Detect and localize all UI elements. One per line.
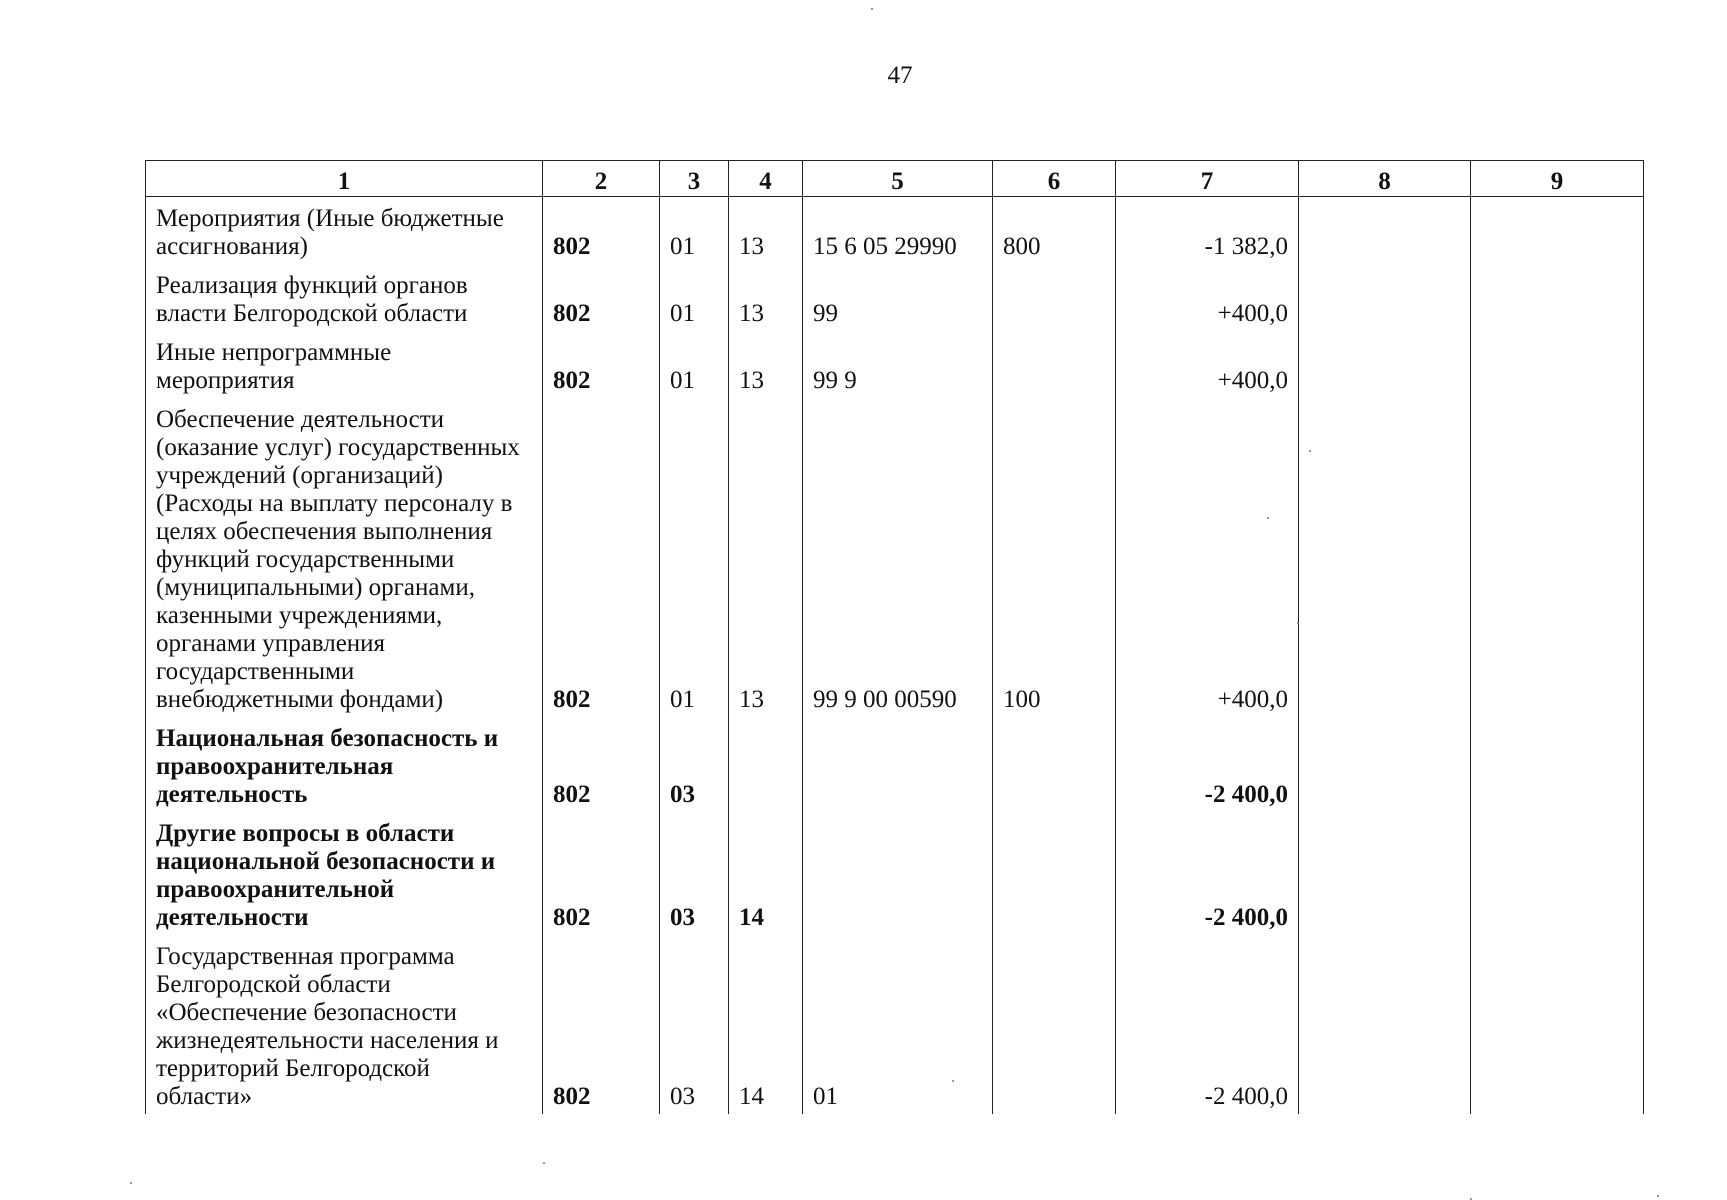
row-amount: -2 400,0	[1116, 812, 1299, 935]
column-header: 1	[146, 161, 543, 197]
column-header: 4	[729, 161, 803, 197]
scan-speck	[130, 1182, 132, 1184]
row-code: 802	[543, 197, 660, 265]
table-row	[146, 717, 1644, 812]
scan-speck	[952, 1080, 954, 1082]
row-name: Другие вопросы в области национальной безопасности и правоохранительной деятельности	[146, 812, 543, 935]
row-amount: -2 400,0	[1116, 717, 1299, 812]
row-section: 03	[660, 935, 729, 1114]
row-code: 802	[543, 331, 660, 398]
row-target-article: 01	[803, 935, 993, 1114]
row-code: 802	[543, 398, 660, 717]
row-code: 802	[543, 935, 660, 1114]
row-name: Реализация функций органов власти Белгородской области	[146, 264, 543, 331]
table-row	[146, 197, 1644, 265]
row-name: Государственная программа Белгородской области «Обеспечение безопасности жизнедеятельности населения и территорий Белгородской области»	[146, 935, 543, 1114]
scan-speck	[543, 1162, 545, 1164]
table-row	[146, 264, 1644, 331]
row-col9	[1471, 331, 1644, 398]
row-expense-type	[993, 935, 1116, 1114]
row-name: Национальная безопасность и правоохранительная деятельность	[146, 717, 543, 812]
row-col9	[1471, 197, 1644, 265]
row-col9	[1471, 264, 1644, 331]
table-row	[146, 935, 1644, 1114]
row-col8	[1299, 935, 1471, 1114]
row-col8	[1299, 264, 1471, 331]
row-target-article: 99 9	[803, 331, 993, 398]
row-section: 01	[660, 331, 729, 398]
row-name: Мероприятия (Иные бюджетные ассигнования)	[146, 197, 543, 265]
row-section: 01	[660, 197, 729, 265]
table-row	[146, 812, 1644, 935]
scan-speck	[1267, 517, 1269, 519]
row-subsection: 14	[729, 812, 803, 935]
row-code: 802	[543, 264, 660, 331]
table-row	[146, 398, 1644, 717]
row-subsection: 14	[729, 935, 803, 1114]
scan-speck	[1309, 450, 1311, 452]
row-target-article: 99	[803, 264, 993, 331]
row-amount: +400,0	[1116, 264, 1299, 331]
row-section: 01	[660, 264, 729, 331]
page-number: 47	[887, 62, 913, 89]
row-code: 802	[543, 717, 660, 812]
row-expense-type	[993, 264, 1116, 331]
row-section: 03	[660, 812, 729, 935]
column-header: 3	[660, 161, 729, 197]
row-col8	[1299, 398, 1471, 717]
column-header: 2	[543, 161, 660, 197]
row-expense-type	[993, 812, 1116, 935]
row-subsection	[729, 717, 803, 812]
row-expense-type	[993, 331, 1116, 398]
row-amount: -1 382,0	[1116, 197, 1299, 265]
scan-speck	[871, 8, 873, 10]
row-col8	[1299, 197, 1471, 265]
header-row	[146, 161, 1644, 197]
row-amount: +400,0	[1116, 331, 1299, 398]
row-target-article	[803, 717, 993, 812]
scan-speck	[1657, 1195, 1659, 1197]
row-col9	[1471, 812, 1644, 935]
row-section: 01	[660, 398, 729, 717]
row-col9	[1471, 398, 1644, 717]
row-target-article: 99 9 00 00590	[803, 398, 993, 717]
row-name: Обеспечение деятельности (оказание услуг) государственных учреждений (организаций) (Расходы на выплату персоналу в целях обеспечения выполнения функций государственными (муниципальными) органами, казенными учреждениями, органами управления государственными внебюджетными фондами)	[146, 398, 543, 717]
row-expense-type: 800	[993, 197, 1116, 265]
row-target-article	[803, 812, 993, 935]
row-name: Иные непрограммные мероприятия	[146, 331, 543, 398]
row-subsection: 13	[729, 197, 803, 265]
row-col9	[1471, 717, 1644, 812]
row-col8	[1299, 717, 1471, 812]
row-col8	[1299, 812, 1471, 935]
row-subsection: 13	[729, 331, 803, 398]
row-col9	[1471, 935, 1644, 1114]
row-section: 03	[660, 717, 729, 812]
column-header: 8	[1299, 161, 1471, 197]
row-col8	[1299, 331, 1471, 398]
column-header: 5	[803, 161, 993, 197]
row-expense-type	[993, 717, 1116, 812]
row-expense-type: 100	[993, 398, 1116, 717]
column-header: 9	[1471, 161, 1644, 197]
row-target-article: 15 6 05 29990	[803, 197, 993, 265]
table-row	[146, 331, 1644, 398]
column-header: 6	[993, 161, 1116, 197]
scan-speck	[1297, 622, 1299, 624]
row-code: 802	[543, 812, 660, 935]
row-subsection: 13	[729, 264, 803, 331]
column-header: 7	[1116, 161, 1299, 197]
row-subsection: 13	[729, 398, 803, 717]
row-amount: -2 400,0	[1116, 935, 1299, 1114]
budget-table	[145, 160, 1644, 1114]
row-amount: +400,0	[1116, 398, 1299, 717]
